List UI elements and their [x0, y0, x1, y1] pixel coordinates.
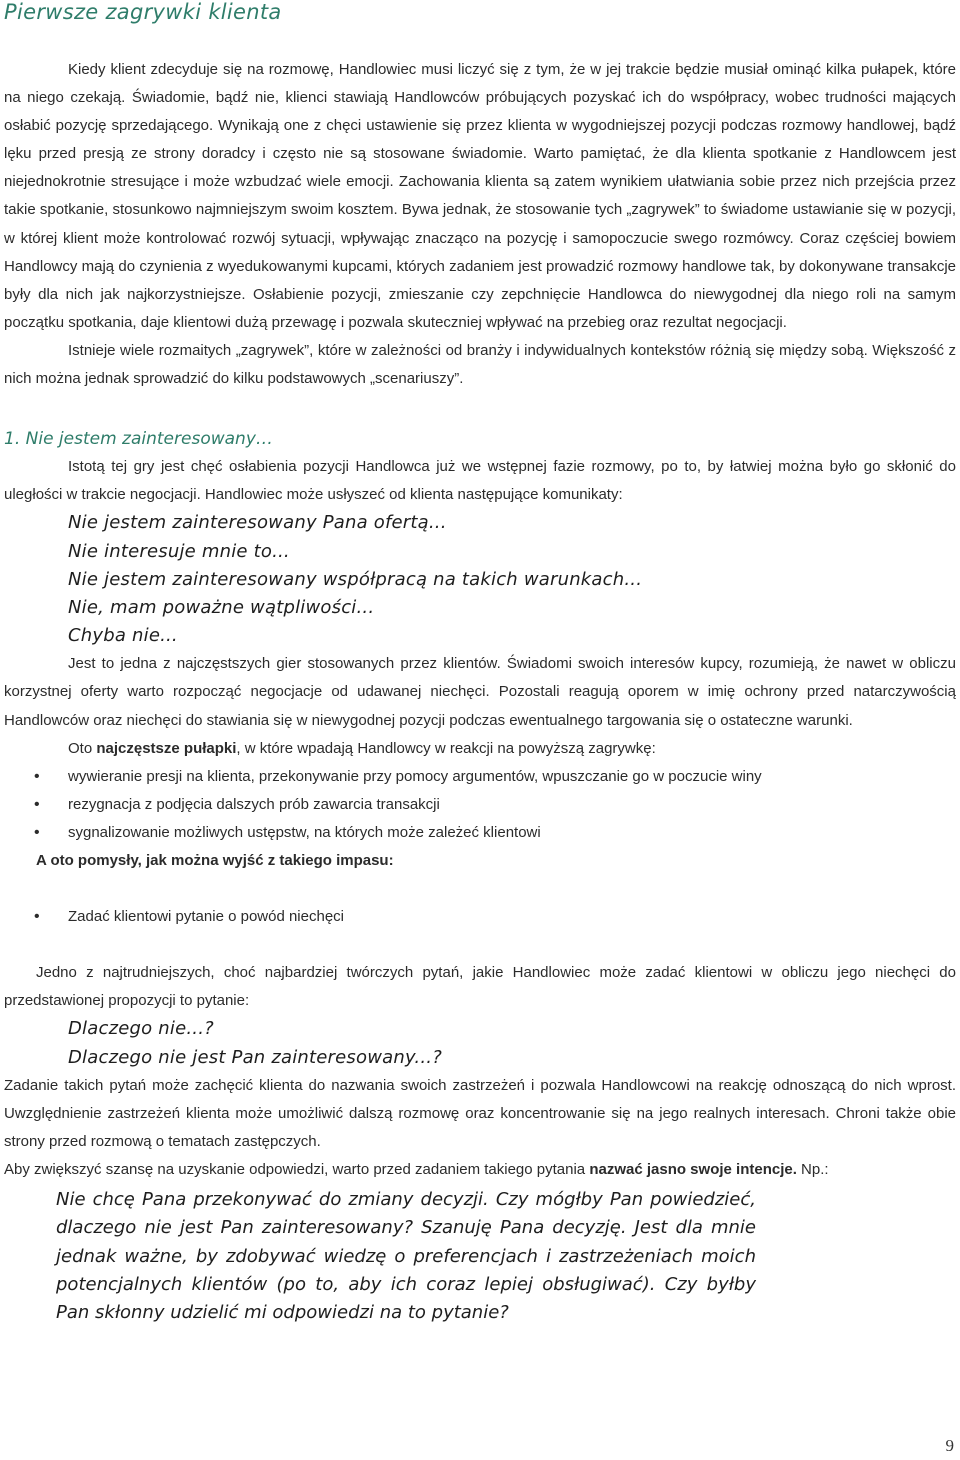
- list-item: • wywieranie presji na klienta, przekonywanie przy pomocy argumentów, wpuszczanie go w poczucie winy: [4, 763, 956, 791]
- spacer: [4, 931, 956, 959]
- section-1-paragraph-5: [4, 1156, 956, 1184]
- page-title: Pierwsze zagrywki klienta: [4, 0, 282, 24]
- intro-paragraph-part-1: Kiedy klient zdecyduje się na rozmowę, Handlowiec musi liczyć się z tym, że w jej trakcie będzie musiał ominąć kilka pułapek, które na niego czekają. Świadomie, bądź nie, klienci stawiają Handlowców próbujących pozyskać ich do współpracy, wobec trudności mających osłabić pozycję sprzedającego. Wynikają one z chęci ustawienie się przez klienta w wygodniejszej pozycji podczas rozmowy handlowej, bądź lęku przed presją ze strony doradcy i często nie są stosowane świadomie.: [4, 61, 956, 163]
- section-1-paragraph-4: Zadanie takich pytań może zachęcić klienta do nazwania swoich zastrzeżeń i pozwala Handlowcowi na reakcję odnoszącą do nich wprost. Uwzględnienie zastrzeżeń klienta może umożliwić dalszą rozmowę oraz koncentrowanie się na jego realnych interesach. Chroni także obie strony przed rozmową o tematach zastępczych.: [4, 1076, 956, 1150]
- section-1-paragraph-2: Jest to jedna z najczęstszych gier stosowanych przez klientów. Świadomi swoich interesów kupcy, rozumieją, że nawet w obliczu korzystnej oferty warto rozpocząć negocjacje od udawanej niechęci. Pozostali reagują oporem w imię ochrony przed natarczywością Handlowców oraz niechęci do stawiania się w niewygodnej pozycji podczas ewentualnego targowania się o ostateczne warunki.: [4, 655, 956, 729]
- intro-paragraph-2: Istnieje wiele rozmaitych „zagrywek”, które w zależności od branży i indywidualnych kontekstów różnią się między sobą. Większość z nich można jednak sprowadzić do kilku podstawowych „scenariuszy”.: [4, 341, 956, 388]
- traps-intro: [4, 735, 956, 763]
- traps-intro-pre: Oto: [68, 739, 97, 757]
- intro-paragraph-part-2: Warto pamiętać, że dla klienta spotkanie z Handlowcem jest niejednokrotnie stresujące i może wzbudzać wiele emocji. Zachowania klienta są zatem wynikiem ułatwiania sobie przez nich przejścia przez takie spotkanie, stosunkowo najmniejszym swoim kosztem. Bywa jednak, że stosowanie tych „zagrywek” to świadome ustawianie się w pozycji, w której klient może kontrolować rozwój sytuacji, wpływając znacząco na pozycję i samopoczucie swego rozmówcy. Coraz częściej bowiem Handlowcy mają do czynienia z wyedukowanymi kupcami, których zadaniem jest prowadzić rozmowy handlowe tak, by dokonywane transakcje były dla nich jak najkorzystniejsze. Osłabienie pozycji, zmieszanie czy zepchnięcie Handlowca do niewygodnej dla niego roli na samym początku spotkania, daje klientowi dużą przewagę i pozwala skuteczniej wpływać na przebieg oraz rezultat negocjacji.: [4, 145, 956, 331]
- p5-post: Np.:: [796, 1161, 829, 1179]
- quote-4: Nie, mam poważne wątpliwości...: [68, 596, 375, 618]
- list-item: • Zadać klientowi pytanie o powód niechęci: [4, 903, 956, 931]
- intro-paragraph: [4, 56, 956, 337]
- question-2: Dlaczego nie jest Pan zainteresowany...?: [68, 1046, 442, 1068]
- p5-pre: Aby zwiększyć szansę na uzyskanie odpowiedzi, warto przed zadaniem takiego pytania: [4, 1161, 590, 1179]
- quote-1: Nie jestem zainteresowany Pana ofertą...: [68, 512, 447, 534]
- question-1: Dlaczego nie...?: [68, 1018, 214, 1040]
- example-statement: Nie chcę Pana przekonywać do zmiany decyzji. Czy mógłby Pan powiedzieć, dlaczego nie jest Pan zainteresowany? Szanuję Pana decyzję. Jest dla mnie jednak ważne, by zdobywać wiedzę o preferencjach i zastrzeżeniach moich potencjalnych klientów (po to, aby ich coraz lepiej obsługiwać). Czy byłby Pan skłonny udzielić mi odpowiedzi na to pytanie?: [56, 1189, 756, 1323]
- traps-list: [4, 763, 956, 847]
- section-1-paragraph-1: Istotą tej gry jest chęć osłabienia pozycji Handlowca już we wstępnej fazie rozmowy, po to, by łatwiej można było go skłonić do uległości w trakcie negocjacji. Handlowiec może usłyszeć od klienta następujące komunikaty:: [4, 458, 956, 504]
- section-1-paragraph-3: Jedno z najtrudniejszych, choć najbardziej twórczych pytań, jakie Handlowiec może zadać klientowi w obliczu jego niechęci do przedstawionej propozycji to pytanie:: [4, 964, 956, 1010]
- ideas-list: [4, 903, 956, 931]
- page-number: 9: [945, 1436, 954, 1455]
- p5-bold: nazwać jasno swoje intencje.: [589, 1161, 797, 1179]
- ideas-heading-text: A oto pomysły, jak można wyjść z takiego impasu:: [36, 851, 394, 869]
- quote-5: Chyba nie...: [68, 625, 178, 647]
- spacer: [4, 875, 956, 903]
- traps-intro-bold: najczęstsze pułapki: [96, 739, 237, 757]
- ideas-heading: [4, 847, 956, 875]
- list-item: • rezygnacja z podjęcia dalszych prób zawarcia transakcji: [4, 791, 956, 819]
- section-1-heading: 1. Nie jestem zainteresowany…: [4, 429, 273, 450]
- quote-2: Nie interesuje mnie to...: [68, 540, 290, 562]
- document-body: [4, 56, 956, 1327]
- list-item: • sygnalizowanie możliwych ustępstw, na których może zależeć klientowi: [4, 819, 956, 847]
- quote-3: Nie jestem zainteresowany współpracą na takich warunkach...: [68, 568, 643, 590]
- traps-intro-post: , w które wpadają Handlowcy w reakcji na powyższą zagrywkę:: [236, 739, 656, 757]
